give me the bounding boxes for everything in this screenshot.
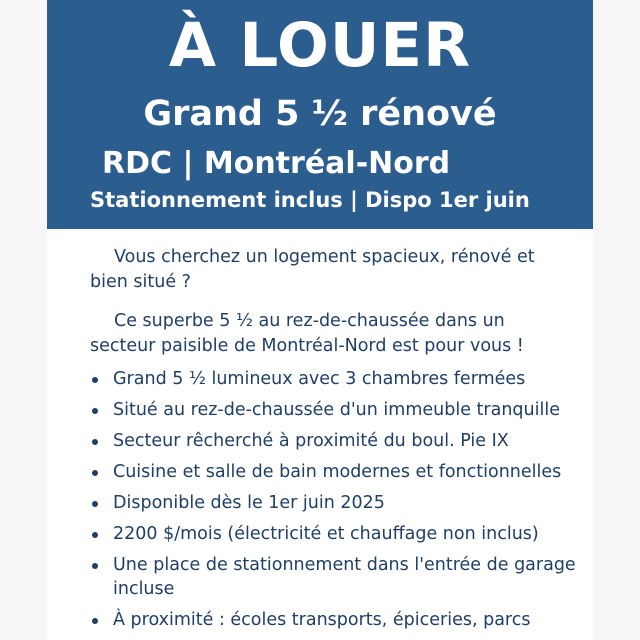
bullet-icon [92,377,98,383]
bullet-icon [92,618,98,624]
list-item [47,553,593,601]
list-item [47,398,593,422]
list-item [47,367,593,391]
rental-poster [47,0,593,640]
bullet-icon [92,532,98,538]
list-item [47,429,593,453]
bullet-icon [92,563,98,569]
list-item-text: Une place de stationnement dans l'entrée de garage incluse [113,555,576,599]
list-item-text: Secteur rêcherché à proximité du boul. Pie IX [113,431,509,451]
list-item-text: Cuisine et salle de bain modernes et fonctionnelles [113,462,562,482]
features-list [47,367,593,639]
list-item [47,460,593,484]
bullet-icon [92,501,98,507]
list-item [47,522,593,546]
description-paragraph: Ce superbe 5 ½ au rez-de-chaussée dans un secteur paisible de Montréal-Nord est pour vous ! [90,311,524,356]
bullet-icon [92,439,98,445]
intro-paragraph: Vous cherchez un logement spacieux, rénové et bien situé ? [90,247,535,292]
poster-header [47,0,593,229]
bullet-icon [92,470,98,476]
list-item-text: Situé au rez-de-chaussée d'un immeuble tranquille [113,400,560,420]
list-item [47,608,593,632]
list-item-text: Grand 5 ½ lumineux avec 3 chambres fermées [113,369,526,389]
listing-highlights: Stationnement inclus | Dispo 1er juin [90,188,530,212]
bullet-icon [92,408,98,414]
poster-title: À LOUER [168,10,472,81]
listing-headline: Grand 5 ½ rénové [143,94,497,134]
list-item-text: 2200 $/mois (électricité et chauffage non inclus) [113,524,539,544]
listing-location: RDC | Montréal-Nord [102,146,451,181]
list-item-text: Disponible dès le 1er juin 2025 [113,493,385,513]
list-item-text: À proximité : écoles transports, épiceries, parcs [113,610,531,630]
list-item [47,491,593,515]
